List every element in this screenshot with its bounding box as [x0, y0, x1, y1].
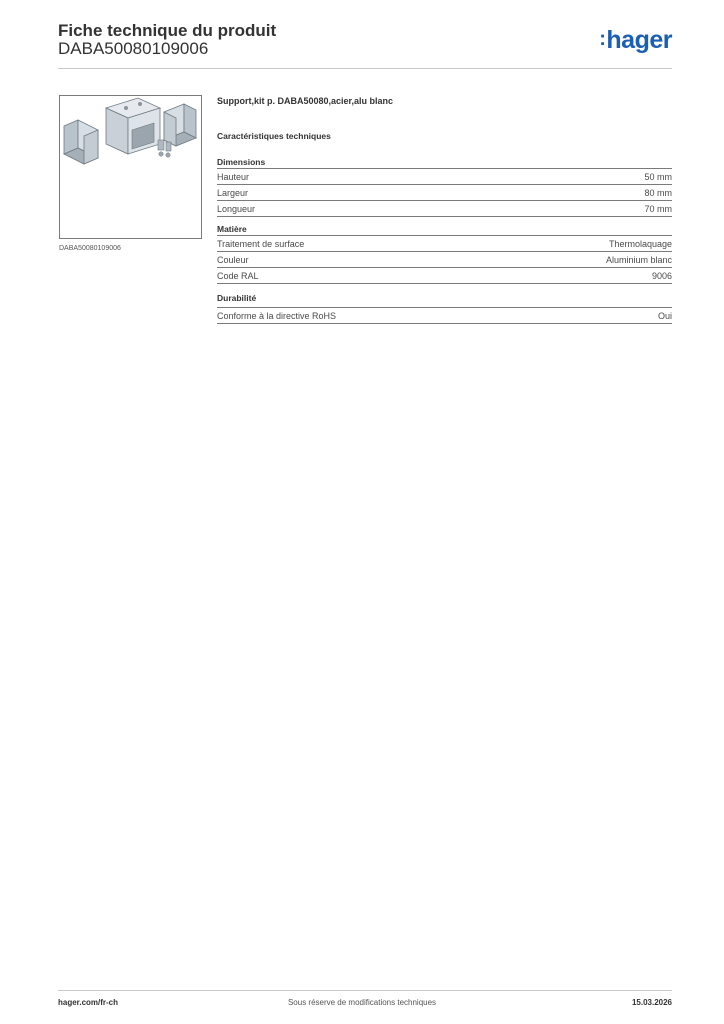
section-title-durabilite: Durabilité: [217, 293, 257, 303]
hager-logo: :hager: [599, 26, 672, 54]
table-row: [217, 201, 672, 217]
product-reference: DABA50080109006: [58, 39, 209, 58]
row-label: Traitement de surface: [217, 238, 305, 249]
section-durabilite: [217, 307, 672, 324]
table-row: [217, 307, 672, 324]
row-value: 70 mm: [644, 203, 672, 214]
footer-disclaimer: Sous réserve de modifications techniques: [287, 998, 437, 1007]
row-label: Hauteur: [217, 171, 250, 182]
row-value: 80 mm: [644, 187, 672, 198]
table-row: [217, 235, 672, 252]
row-label: Code RAL: [217, 270, 259, 281]
row-value: 50 mm: [644, 171, 672, 182]
section-title-matiere: Matière: [217, 224, 247, 234]
characteristics-heading: Caractéristiques techniques: [217, 131, 331, 141]
row-value: 9006: [651, 270, 672, 281]
header-divider: [58, 68, 672, 69]
row-value: Thermolaquage: [608, 238, 672, 249]
document-title: Fiche technique du produit: [58, 21, 277, 40]
table-row: [217, 268, 672, 284]
table-row: [217, 168, 672, 185]
row-label: Couleur: [217, 254, 249, 265]
row-label: Longueur: [217, 203, 256, 214]
section-title-dimensions: Dimensions: [217, 157, 266, 167]
product-image-frame: [59, 95, 202, 239]
product-image-caption: DABA50080109006: [59, 245, 121, 252]
row-label: Largeur: [217, 187, 249, 198]
product-name: Support,kit p. DABA50080,acier,alu blanc: [217, 96, 394, 106]
footer-website-link[interactable]: hager.com/fr-ch: [58, 998, 119, 1007]
table-row: [217, 252, 672, 268]
row-label: Conforme à la directive RoHS: [217, 310, 337, 321]
section-dimensions: [217, 168, 672, 217]
table-row: [217, 185, 672, 201]
row-value: Oui: [657, 310, 672, 321]
section-matiere: [217, 235, 672, 284]
footer-divider: [58, 990, 672, 991]
product-image: [60, 96, 201, 238]
footer-date: 15.03.2026: [631, 998, 672, 1007]
row-value: Aluminium blanc: [605, 254, 672, 265]
